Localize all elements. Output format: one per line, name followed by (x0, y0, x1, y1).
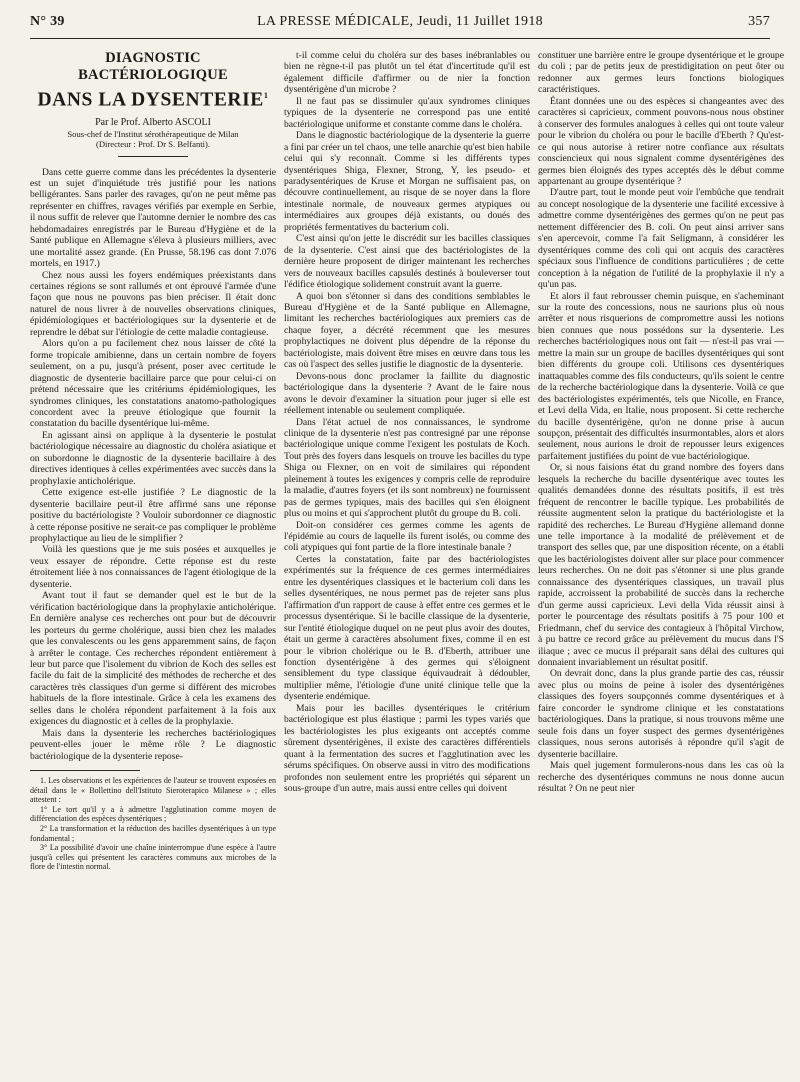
paragraph: Avant tout il faut se demander quel est le but de la vérification bactériologique dans la prophylaxie anticholérique. En dernière analyse ces recherches ont pour but de découvrir les porteurs du germe cholérique, aussi bien chez les malades que les convalescents ou les gens apparemment sains, de façon à arrêter le contage. Ces recherches répondent entièrement à leur but parce que l'isolement du vibrion de Koch des selles est facile du fait de la simplicité des méthodes de recherche et des caractères très classiques d'un germe si différent des microbes habituels de la flore intestinale. Grâce à cela les examens des selles dans le choléra répondent parfaitement à la fois aux exigences du diagnostic et à celles de la prophylaxie. (30, 590, 276, 728)
journal-title: LA PRESSE MÉDICALE, Jeudi, 11 Juillet 1918 (257, 14, 543, 29)
footnote: 1. Les observations et les expériences de l'auteur se trouvent exposées en détail dans le « Bollettino dell'Istituto Sieroterapico Milanese » ; elles attestent : (30, 776, 276, 805)
paragraph: C'est ainsi qu'on jette le discrédit sur les bacilles classiques de la dysenterie. C'est ainsi que des bactériologistes de la dernière heure proposent de diriger maintenant les recherches vers de nouveaux bacilles capsulés destinés à bouleverser tout l'édifice étiologique solidement construit avant la guerre. (284, 233, 530, 291)
footnote: 2° La transformation et la réduction des bacilles dysentériques à un type fondamental ; (30, 824, 276, 843)
paragraph: Voilà les questions que je me suis posées et auxquelles je veux essayer de répondre. Cette réponse est du reste étroitement liée à nos connaissances de l'agent étiologique de la dysenterie. (30, 544, 276, 590)
column-1 (30, 50, 276, 1070)
paragraph: Mais quel jugement formulerons-nous dans les cas où la recherche des dysentériques communs ne nous donne aucun résultat ? On ne peut nier (538, 760, 784, 794)
title-main-text: DANS LA DYSENTERIE (37, 89, 264, 111)
paragraph: constituer une barrière entre le groupe dysentérique et le groupe du coli ; par de petits jeux de prestidigitation on peut ôter ou redonner aux germes leurs fonctions biologiques caractéristiques. (538, 50, 784, 96)
paragraph: A quoi bon s'étonner si dans des conditions semblables le Bureau d'Hygiène et de la Santé publique en Allemagne, limitant les recherches bactériologiques aux premiers cas de chaque foyer, a décrété récemment que les mesures prophylactiques ne doivent plus dépendre de la réponse du bactériologiste, mais doivent être mises en œuvre dans tous les cas où l'aspect des selles justifie le diagnostic de la dysenterie. (284, 290, 530, 371)
paragraph: Dans l'état actuel de nos connaissances, le syndrome clinique de la dysenterie n'est pas contresigné par une réponse bactériologique unique comme l'exigent les postulats de Koch. Tout près des foyers dans lesquels on trouve les bacilles du type Shiga ou Flexner, on en voit de similaires qui répondent pleinement à toutes les exigences y compris celle de reproduire la maladie, d'autres foyers (et ils sont nombreux) ne fournissent pas de germes typiques, mais des bacilles qui s'en éloignent plus ou moins et qui s'approchent plutôt du groupe du B. coli. (284, 416, 530, 520)
article-heading (30, 50, 276, 157)
author-line: Par le Prof. Alberto ASCOLI (95, 116, 211, 128)
paragraph: D'autre part, tout le monde peut voir l'embûche que tendrait au concept nosologique de la dysenterie une facilité excessive à admettre comme dysentérigènes des germes qu'on ne peut pas nettement différencier des B. coli. On peut ainsi arriver sans s'en apercevoir, comme l'a fait Seligmann, à considérer les dysentériques comme des coli qui ont acquis des caractères spéciaux sous l'influence de conditions particulières ; de cette conception à la négation de l'utilité de la prophylaxie il n'y a qu'un pas. (538, 187, 784, 291)
paragraph: Chez nous aussi les foyers endémiques préexistants dans certaines régions se sont rallumés et ont éprouvé l'armée d'une façon que nous ne pouvons pas bien préciser. Il était donc naturel de nous livrer à de nouvelles observations cliniques, épidémiologiques et bactériologiques sur la dysenterie et de reprendre le débat sur l'étiologie de cette maladie contagieuse. (30, 269, 276, 338)
affiliation-line-2: (Directeur : Prof. Dr S. Belfanti). (95, 139, 211, 149)
title-top: DIAGNOSTIC BACTÉRIOLOGIQUE (78, 50, 228, 83)
paragraph: Dans le diagnostic bactériologique de la dysenterie la guerre a fini par créer un tel chaos, une telle anarchie qu'est bien habile celui qui s'y reconnaît. Comme si les différents types dysentériques Shiga, Flexner, Strong, Y, les pseudo- et paradysentériques de Kruse et Morgan ne suffisaient pas, on découvre continuellement, au risque de se noyer dans la flore intestinale normale, de nouveaux germes atypiques ou intermédiaires aux groupes déjà existants, ou doués des propriétés fermentatives du bacterium coli. (284, 130, 530, 233)
title-separator (118, 156, 188, 157)
paragraph: Or, si nous faisions état du grand nombre des foyers dans lesquels la recherche du bacille dysentérique avec toutes les qualités demandées donne des résultats positifs, il est très fréquent de rencontrer le bacille typique. Les probabilités de réussite augmentent selon la pratique du bactériologiste et la rapidité des recherches. Le Bureau d'Hygiène allemand donne une telle importance à la modalité de prélèvement et de transport des selles que, par une disposition récente, on a établi que les bactériologistes doivent aller sur place pour commencer leurs recherches. On ne doit pas s'étonner si une plus grande connaissance des dysentériques classiques, un travail plus rapide, accroissent la probabilité de succès dans la recherche d'un germe aussi capricieux. Levi della Vida réussit ainsi à porter le pourcentage des résultats positifs à 75 pour 100 et Friedmann, chef du service des contagieux à l'hôpital Virchow, à pu battre ce record grâce au prélèvement du mucus dans l'S iliaque ; avec ce mucus il préparait sans délai des cultures qui donnaient invariablement un résultat positif. (538, 462, 784, 669)
paragraph: Étant données une ou des espèces si changeantes avec des caractères si capricieux, comment pouvons-nous nous obstiner à conserver des formules analogues à celles qui ont toute valeur pour le vibrion du choléra ou pour le bacille d'Eberth ? Qu'est-ce qui nous autorise à retirer notre confiance aux résultats consciencieux qui nous signalent comme dysentérigènes des germes bien éloignés des types acceptés dès le début comme appartenant au groupe dysentérique ? (538, 95, 784, 187)
footnote: 1° Le tort qu'il y a à admettre l'agglutination comme moyen de différenciation des espèces dysentériques ; (30, 804, 276, 824)
paragraph: Il ne faut pas se dissimuler qu'aux syndromes cliniques typiques de la dysenterie ne correspond pas une entité bactériologique uniforme et constante comme dans le choléra. (284, 95, 530, 130)
paragraph: Mais pour les bacilles dysentériques le critérium bactériologique est plus élastique ; parmi les types variés que les bactériologistes les plus exigeants ont acceptés comme sûrement dysentérigènes, il existe des caractères différentiels quant à la fermentation des sucres et l'agglutination avec les sérums spécifiques. On observe aussi in vitro des modifications profondes non seulement entre les propriétés qui séparent un sous-groupe d'un autre, mais aussi entre celles qui doivent (284, 702, 530, 794)
paragraph: En agissant ainsi on applique à la dysenterie le postulat bactériologique nécessaire au diagnostic du choléra asiatique et on subordonne le diagnostic de la dysenterie bacillaire à des directives identiques à celles expérimentées avec succès dans la prophylaxie anticholérique. (30, 429, 276, 487)
paragraph: On devrait donc, dans la plus grande partie des cas, réussir avec plus ou moins de peine à isoler des dysentérigènes classiques des foyers soupçonnés comme dysentériques et à faire concorder le syndrome clinique et les constatations bactériologiques. Dans la pratique, si nous trouvons même une seule fois dans un foyer suspect des germes dysentérigènes classiques, nous serons autorisés à répondre qu'il s'agit de dysenterie bacillaire. (538, 668, 784, 760)
footnotes (30, 776, 276, 872)
page-number: 357 (748, 14, 770, 29)
column-3 (538, 50, 784, 1070)
paragraph: Dans cette guerre comme dans les précédentes la dysenterie est un sujet d'inquiétude très justifié pour les nations belligérantes. Sans parler des ravages, qu'on ne peut même pas représenter en chiffres, ravages vérifiés par exemple en Serbie, il nous suffit de relever que l'automne dernier le nombre des cas hebdomadaires enregistrés par le Bureau d'Hygiène et de la Santé publique en Allemagne s'éleva à plusieurs milliers, avec une mortalité assez grande. (En Prusse, 58.196 cas dont 7.076 mortels, en 1917.) (30, 166, 276, 270)
affiliation-line-1: Sous-chef de l'Institut sérothérapeutique de Milan (67, 128, 239, 139)
header-rule (30, 38, 770, 39)
column-2 (284, 50, 530, 1070)
issue-number: N° 39 (30, 14, 65, 29)
footnote: 3° La possibilité d'avoir une chaîne ininterrompue d'une espèce à l'autre jusqu'à celles qui présentent les caractères communs aux microbes de la flore de l'intestin normal. (30, 843, 276, 872)
paragraph: Mais dans la dysenterie les recherches bactériologiques peuvent-elles jouer le même rôle ? Le diagnostic bactériologique de la dysenterie repose- (30, 727, 276, 762)
title-footnote-mark: 1 (263, 91, 269, 100)
title-main (30, 84, 276, 112)
footnote-rule (30, 770, 140, 771)
paragraph: t-il comme celui du choléra sur des bases inébranlables ou bien ne règne-t-il pas plutôt un tel état d'incertitude qu'il est également difficile d'affirmer ou de nier la fonction dysentérigène d'un microbe ? (284, 50, 530, 96)
paragraph: Doit-on considérer ces germes comme les agents de l'épidémie au cours de laquelle ils furent isolés, ou comme des coli atypiques qui font partie de la flore intestinale banale ? (284, 519, 530, 554)
paragraph: Et alors il faut rebrousser chemin puisque, en s'acheminant sur la route des concessions, nous ne saurions plus où nous arrêter et nous risquerions de compromettre aussi les notions bien connues que nous possédons sur la dysenterie. Les recherches bactériologiques nous ont fait — n'est-il pas vrai — mettre la main sur un groupe de bacilles dysentériques qui sont bien différents du groupe coli. Utilisons ces dysentériques inattaquables comme des fils conducteurs, qu'ils soient le centre de la recherche bactériologique dans la dysenterie. Voilà ce que des bactériologistes expérimentés, tels que Nicolle, en France, et Levi della Vida, en Italie, nous proposent. Si cette recherche du bacille dysentérigène, qu'on ne donne prise à aucun soupçon, présentait des difficultés insurmontables, alors et alors seulement, nous aurions le droit de repousser leurs exigences parfaitement justifiées du point de vue bactériologique. (538, 290, 784, 462)
paragraph: Devons-nous donc proclamer la faillite du diagnostic bactériologique dans la dysenterie ? Avant de le faire nous avons le devoir d'examiner la situation pour juger si elle est réellement intenable ou seulement compliquée. (284, 370, 530, 417)
paragraph: Alors qu'on a pu facilement chez nous laisser de côté la forme tropicale amibienne, dans un certain nombre de foyers seulement, on a pu, jusqu'à présent, poser avec certitude le diagnostic de dysenterie bacillaire parce que pour celui-ci on prétend nécessaire que les critériums épidémiologiques, les syndromes cliniques, les constatations anatomo-pathologiques concordent avec la preuve étiologique que fournit la constatation du bacille dysentérique lui-même. (30, 338, 276, 430)
running-header (30, 14, 770, 34)
column-1-body (30, 167, 276, 763)
paragraph: Certes la constatation, faite par des bactériologistes expérimentés sur la fréquence de ces germes intermédiaires entre les dysentériques classiques et le bacterium coli dans les selles dysentériques, ne nous permet pas de rejeter sans plus l'affirmation d'un rapport de cause à effet entre ces germes et le processus dysentérique. Si le bacille classique de la dysenterie, sur l'entité étiologique duquel on ne peut plus avoir des doutes, était un germe à caractères absolument fixes, comme il en est pour le vibrion cholérique ou le B. d'Eberth, attribuer une fonction dysentérigène à des germes qui s'éloignent sensiblement du type classique équivaudrait à dédoubler, multiplier même, l'étiologie d'une unité clinique telle que la dysenterie endémique. (284, 553, 530, 703)
paragraph: Cette exigence est-elle justifiée ? Le diagnostic de la dysenterie bacillaire peut-il être affirmé sans une réponse positive du bactériologiste ? Vouloir subordonner ce diagnostic à cette réponse positive ne serait-ce pas compliquer le problème prophylactique au lieu de le simplifier ? (30, 487, 276, 544)
